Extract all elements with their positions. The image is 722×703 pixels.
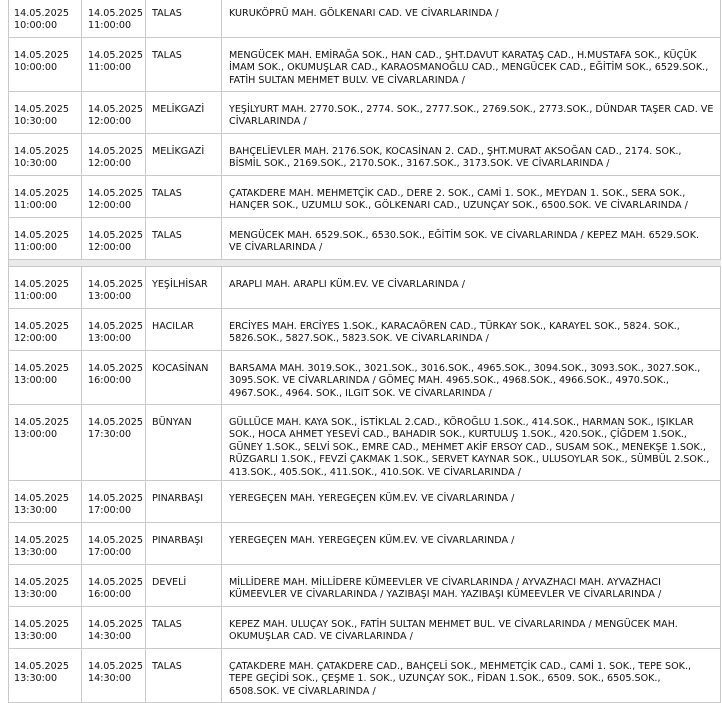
end-time: 13:00:00 (88, 333, 132, 345)
end-cell (82, 649, 146, 702)
start-time: 13:30:00 (14, 589, 58, 601)
start-time: 10:00:00 (14, 20, 58, 32)
end-date: 14.05.2025 (88, 50, 143, 61)
description-cell: ERCİYES MAH. ERCİYES 1.SOK., KARACAÖREN CAD., TÜRKAY SOK., KARAYEL SOK., 5824. SOK., 5826.SOK., 5827.SOK., 5823.SOK. VE CİVARLARINDA / (222, 309, 721, 350)
end-time: 12:00:00 (88, 200, 132, 212)
table-row (9, 92, 721, 134)
start-date: 14.05.2025 (14, 279, 69, 290)
district-cell: MELİKGAZİ (146, 92, 222, 133)
table-row (9, 134, 721, 176)
description-cell: KURUKÖPRÜ MAH. GÖLKENARI CAD. VE CİVARLARINDA / (222, 0, 721, 37)
district-cell: TALAS (146, 649, 222, 702)
start-date: 14.05.2025 (14, 363, 69, 374)
end-cell (82, 565, 146, 606)
table-row (9, 405, 721, 481)
end-date: 14.05.2025 (88, 577, 143, 588)
end-time: 14:30:00 (88, 673, 132, 685)
end-date: 14.05.2025 (88, 417, 143, 428)
end-time: 12:00:00 (88, 242, 132, 254)
end-date: 14.05.2025 (88, 321, 143, 332)
description-cell: ÇATAKDERE MAH. ÇATAKDERE CAD., BAHÇELİ SOK., MEHMETÇİK CAD., CAMİ 1. SOK., TEPE SOK., TEPE GEÇİDİ SOK., ÇEŞME 1. SOK., UZUNÇAY SOK., FİDAN 1.SOK., 6509. SOK., 6505.SOK., 6508.SOK. VE CİVARLARINDA / (222, 649, 721, 702)
end-cell (82, 38, 146, 91)
end-date: 14.05.2025 (88, 146, 143, 157)
end-cell (82, 523, 146, 564)
district-cell: HACILAR (146, 309, 222, 350)
start-date: 14.05.2025 (14, 230, 69, 241)
start-cell (9, 481, 82, 522)
start-time: 10:30:00 (14, 158, 58, 170)
end-cell (82, 0, 146, 37)
end-date: 14.05.2025 (88, 493, 143, 504)
description-cell: ARAPLI MAH. ARAPLI KÜM.EV. VE CİVARLARINDA / (222, 267, 721, 308)
start-date: 14.05.2025 (14, 577, 69, 588)
start-cell (9, 176, 82, 217)
start-cell (9, 649, 82, 702)
end-time: 16:00:00 (88, 375, 132, 387)
end-time: 11:00:00 (88, 20, 132, 32)
start-date: 14.05.2025 (14, 8, 69, 19)
start-date: 14.05.2025 (14, 188, 69, 199)
start-time: 12:00:00 (14, 333, 58, 345)
end-cell (82, 92, 146, 133)
start-date: 14.05.2025 (14, 493, 69, 504)
description-cell: YEREGEÇEN MAH. YEREGEÇEN KÜM.EV. VE CİVARLARINDA / (222, 523, 721, 564)
district-cell: TALAS (146, 38, 222, 91)
start-time: 10:00:00 (14, 62, 58, 74)
end-date: 14.05.2025 (88, 619, 143, 630)
start-cell (9, 309, 82, 350)
start-date: 14.05.2025 (14, 321, 69, 332)
end-cell (82, 405, 146, 480)
start-cell (9, 38, 82, 91)
description-cell: YEREGEÇEN MAH. YEREGEÇEN KÜM.EV. VE CİVARLARINDA / (222, 481, 721, 522)
description-cell: ÇATAKDERE MAH. MEHMETÇİK CAD., DERE 2. SOK., CAMİ 1. SOK., MEYDAN 1. SOK., SERA SOK., HANÇER SOK., UZUMLU SOK., GÖLKENARI CAD., UZUNÇAY SOK., 6500.SOK. VE CİVARLARINDA / (222, 176, 721, 217)
start-time: 11:00:00 (14, 291, 58, 303)
outage-table (8, 0, 721, 703)
table-row (9, 481, 721, 523)
end-time: 14:30:00 (88, 631, 132, 643)
end-date: 14.05.2025 (88, 188, 143, 199)
district-cell: MELİKGAZİ (146, 134, 222, 175)
end-date: 14.05.2025 (88, 363, 143, 374)
start-time: 11:00:00 (14, 242, 58, 254)
district-cell: BÜNYAN (146, 405, 222, 480)
end-time: 17:00:00 (88, 547, 132, 559)
start-time: 13:30:00 (14, 547, 58, 559)
start-date: 14.05.2025 (14, 619, 69, 630)
district-cell: PINARBAŞI (146, 481, 222, 522)
end-date: 14.05.2025 (88, 661, 143, 672)
end-cell (82, 607, 146, 648)
description-cell: YEŞİLYURT MAH. 2770.SOK., 2774. SOK., 2777.SOK., 2769.SOK., 2773.SOK., DÜNDAR TAŞER CAD. VE CİVARLARINDA / (222, 92, 721, 133)
district-cell: TALAS (146, 0, 222, 37)
table-row (9, 0, 721, 38)
description-cell: BARSAMA MAH. 3019.SOK., 3021.SOK., 3016.SOK., 4965.SOK., 3094.SOK., 3093.SOK., 3027.SOK., 3095.SOK. VE CİVARLARINDA / GÖMEÇ MAH. 4965.SOK., 4968.SOK., 4966.SOK., 4970.SOK., 4967.SOK., 4964. SOK., ILGIT SOK. VE CİVARLARINDA / (222, 351, 721, 404)
table-row (9, 38, 721, 92)
start-time: 13:30:00 (14, 673, 58, 685)
end-time: 16:00:00 (88, 589, 132, 601)
description-cell: MENGÜCEK MAH. EMİRAĞA SOK., HAN CAD., ŞHT.DAVUT KARATAŞ CAD., H.MUSTAFA SOK., KÜÇÜK İMAM SOK., OKUMUŞLAR CAD., KARAOSMANOĞLU CAD., MENGÜCEK CAD., EĞİTİM SOK., 6529.SOK., FATİH SULTAN MEHMET BULV. VE CİVARLARINDA / (222, 38, 721, 91)
end-time: 13:00:00 (88, 291, 132, 303)
district-cell: DEVELİ (146, 565, 222, 606)
end-date: 14.05.2025 (88, 104, 143, 115)
table-row (9, 309, 721, 351)
district-cell: TALAS (146, 607, 222, 648)
end-time: 17:00:00 (88, 505, 132, 517)
start-cell (9, 607, 82, 648)
description-cell: KEPEZ MAH. ULUÇAY SOK., FATİH SULTAN MEHMET BUL. VE CİVARLARINDA / MENGÜCEK MAH. OKUMUŞLAR CAD. VE CİVARLARINDA / (222, 607, 721, 648)
end-cell (82, 176, 146, 217)
table-row (9, 565, 721, 607)
district-cell: KOCASİNAN (146, 351, 222, 404)
start-cell (9, 267, 82, 308)
start-cell (9, 523, 82, 564)
district-cell: TALAS (146, 176, 222, 217)
description-cell: MENGÜCEK MAH. 6529.SOK., 6530.SOK., EĞİTİM SOK. VE CİVARLARINDA / KEPEZ MAH. 6529.SOK. VE CİVARLARINDA / (222, 218, 721, 259)
start-cell (9, 351, 82, 404)
end-cell (82, 351, 146, 404)
district-cell: TALAS (146, 218, 222, 259)
section-separator (9, 260, 721, 267)
end-date: 14.05.2025 (88, 535, 143, 546)
end-time: 11:00:00 (88, 62, 132, 74)
end-cell (82, 481, 146, 522)
start-cell (9, 92, 82, 133)
table-row (9, 267, 721, 309)
end-time: 12:00:00 (88, 116, 132, 128)
end-cell (82, 309, 146, 350)
description-cell: MİLLİDERE MAH. MİLLİDERE KÜMEEVLER VE CİVARLARINDA / AYVAZHACI MAH. AYVAZHACI KÜMEEVLER VE CİVARLARINDA / YAZIBAŞI MAH. YAZIBAŞI KÜMEEVLER VE CİVARLARINDA / (222, 565, 721, 606)
end-cell (82, 134, 146, 175)
start-date: 14.05.2025 (14, 417, 69, 428)
table-row (9, 607, 721, 649)
end-time: 17:30:00 (88, 429, 132, 441)
start-date: 14.05.2025 (14, 104, 69, 115)
end-time: 12:00:00 (88, 158, 132, 170)
start-date: 14.05.2025 (14, 50, 69, 61)
end-date: 14.05.2025 (88, 279, 143, 290)
start-cell (9, 405, 82, 480)
end-date: 14.05.2025 (88, 8, 143, 19)
start-time: 13:00:00 (14, 375, 58, 387)
end-cell (82, 218, 146, 259)
start-cell (9, 218, 82, 259)
table-row (9, 523, 721, 565)
start-time: 13:00:00 (14, 429, 58, 441)
table-row (9, 176, 721, 218)
end-cell (82, 267, 146, 308)
start-date: 14.05.2025 (14, 661, 69, 672)
start-cell (9, 134, 82, 175)
start-date: 14.05.2025 (14, 146, 69, 157)
start-cell (9, 565, 82, 606)
start-time: 13:30:00 (14, 631, 58, 643)
district-cell: PINARBAŞI (146, 523, 222, 564)
start-date: 14.05.2025 (14, 535, 69, 546)
description-cell: BAHÇELİEVLER MAH. 2176.SOK, KOCASİNAN 2. CAD., ŞHT.MURAT AKSOĞAN CAD., 2174. SOK., BİSMİL SOK., 2169.SOK., 2170.SOK., 3167.SOK., 3173.SOK. VE CİVARLARINDA / (222, 134, 721, 175)
table-row (9, 218, 721, 260)
start-time: 11:00:00 (14, 200, 58, 212)
description-cell: GÜLLÜCE MAH. KAYA SOK., İSTİKLAL 2.CAD., KÖROĞLU 1.SOK., 414.SOK., HARMAN SOK., IŞIKLAR SOK., HOCA AHMET YESEVİ CAD., BAHADIR SOK., KURTULUŞ 1.SOK., 420.SOK., ÇİĞDEM 1.SOK., GÜNEY 1.SOK., SELVİ SOK., EMRE CAD., MEHMET AKİF ERSOY CAD., SUSAM SOK., MENEKŞE 1.SOK., RÜZGARLI 1.SOK., FEVZİ ÇAKMAK 1.SOK., SERVET KAYNAR SOK., ULUSOYLAR SOK., SÜMBÜL 2.SOK., 413.SOK., 405.SOK., 411.SOK., 410.SOK. VE CİVARLARINDA / (222, 405, 721, 480)
table-row (9, 351, 721, 405)
end-date: 14.05.2025 (88, 230, 143, 241)
table-row (9, 649, 721, 703)
start-cell (9, 0, 82, 37)
district-cell: YEŞİLHİSAR (146, 267, 222, 308)
start-time: 10:30:00 (14, 116, 58, 128)
start-time: 13:30:00 (14, 505, 58, 517)
